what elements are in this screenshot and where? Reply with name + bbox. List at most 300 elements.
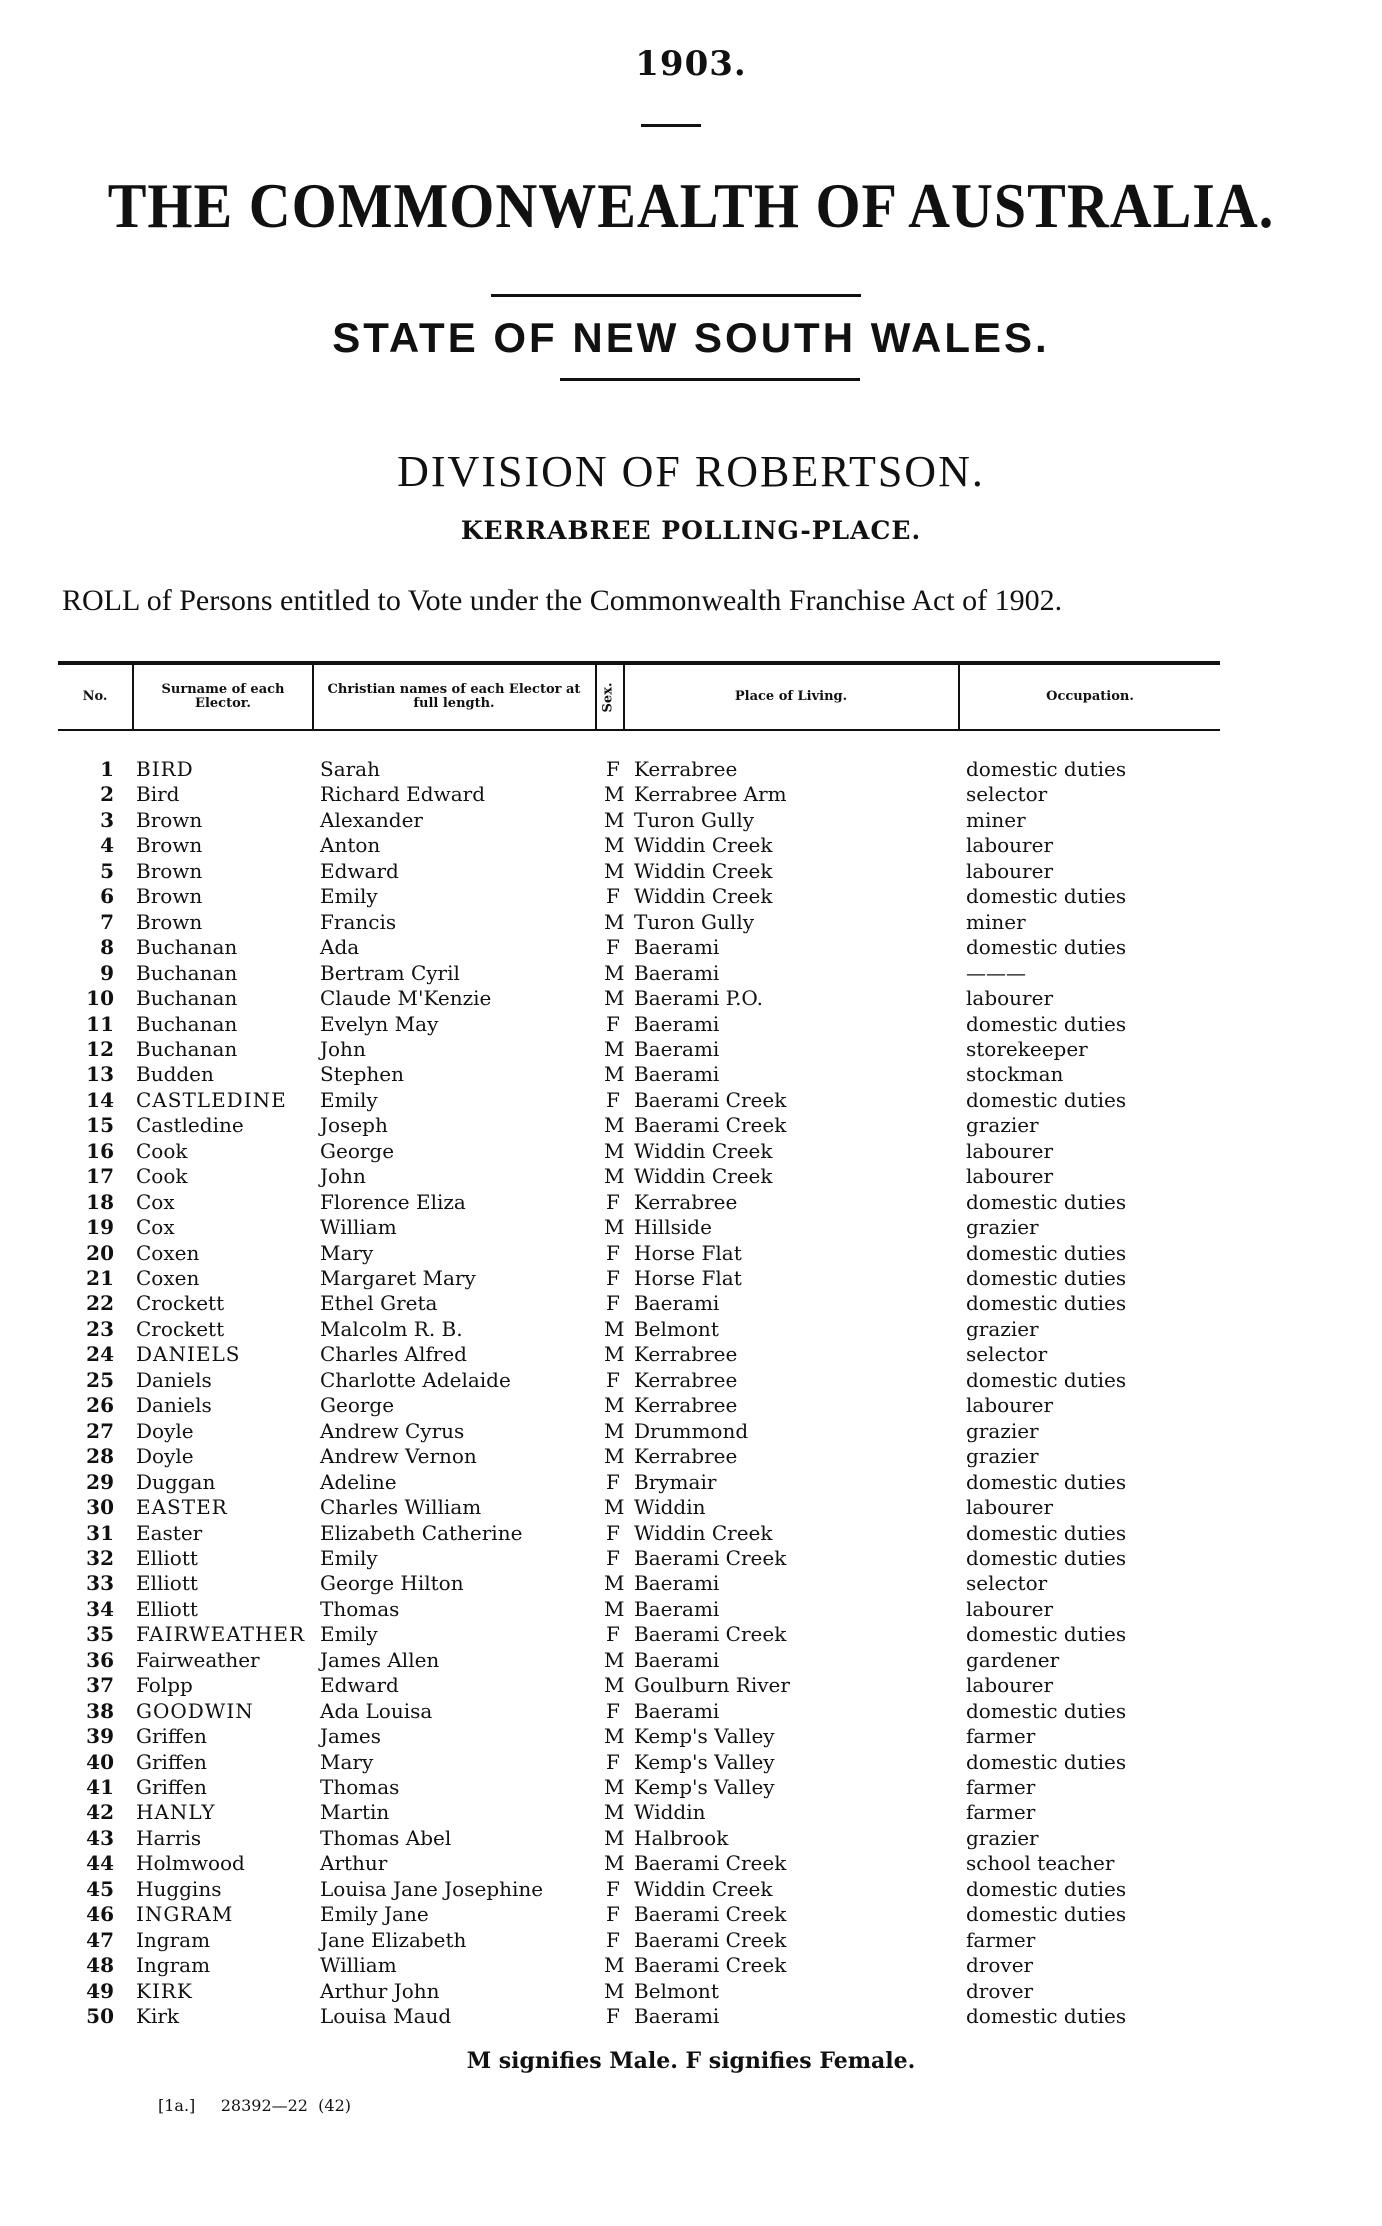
elector-surname: Holmwood <box>136 1851 245 1876</box>
table-row <box>0 1113 1382 1138</box>
table-row <box>0 1724 1382 1749</box>
elector-place-of-living: Widdin Creek <box>634 833 773 858</box>
elector-surname: GOODWIN <box>136 1698 254 1723</box>
elector-occupation: grazier <box>966 1316 1039 1341</box>
elector-occupation: domestic duties <box>966 1622 1127 1647</box>
elector-place-of-living: Widdin <box>634 1800 706 1825</box>
elector-surname: Elliott <box>136 1571 198 1596</box>
elector-surname: BIRD <box>136 757 194 781</box>
column-header-sex-label: Sex. <box>600 682 616 712</box>
elector-occupation: domestic duties <box>966 1698 1127 1723</box>
table-row <box>0 1190 1382 1215</box>
elector-place-of-living: Horse Flat <box>634 1266 742 1290</box>
elector-christian-names: Charlotte Adelaide <box>320 1367 511 1392</box>
elector-surname: Harris <box>136 1825 202 1850</box>
elector-christian-names: Thomas <box>320 1775 400 1799</box>
elector-sex: F <box>606 1266 620 1290</box>
table-row <box>0 1826 1382 1851</box>
elector-sex: M <box>604 1444 625 1469</box>
elector-place-of-living: Baerami Creek <box>634 1087 787 1112</box>
elector-occupation: ——— <box>966 960 1026 985</box>
elector-surname: Duggan <box>136 1469 216 1494</box>
elector-sex: M <box>604 1851 625 1876</box>
elector-occupation: labourer <box>966 1596 1054 1621</box>
elector-christian-names: Alexander <box>320 807 423 832</box>
elector-number: 34 <box>86 1596 114 1621</box>
elector-sex: F <box>606 1469 620 1494</box>
elector-place-of-living: Horse Flat <box>634 1240 742 1265</box>
elector-number: 10 <box>86 986 114 1011</box>
elector-surname: Kirk <box>136 2004 180 2029</box>
table-row <box>0 1012 1382 1037</box>
document-title: THE COMMONWEALTH OF AUSTRALIA. <box>107 169 1275 242</box>
elector-occupation: stockman <box>966 1062 1064 1087</box>
elector-number: 7 <box>100 909 114 934</box>
elector-sex: M <box>604 909 625 934</box>
elector-surname: Elliott <box>136 1545 198 1570</box>
elector-christian-names: Emily Jane <box>320 1902 429 1927</box>
elector-place-of-living: Widdin Creek <box>634 1876 773 1901</box>
elector-occupation: farmer <box>966 1927 1036 1952</box>
table-row <box>0 1928 1382 1953</box>
elector-surname: Coxen <box>136 1266 200 1290</box>
elector-surname: Elliott <box>136 1596 198 1621</box>
table-row <box>0 1800 1382 1825</box>
elector-place-of-living: Baerami <box>634 1698 720 1723</box>
table-row <box>0 1953 1382 1978</box>
elector-occupation: grazier <box>966 1418 1039 1443</box>
elector-surname: FAIRWEATHER <box>136 1622 306 1647</box>
table-row <box>0 1444 1382 1469</box>
table-row <box>0 1902 1382 1927</box>
elector-christian-names: John <box>320 1164 366 1189</box>
elector-occupation: labourer <box>966 1393 1054 1418</box>
elector-christian-names: Sarah <box>320 757 380 781</box>
table-row <box>0 1062 1382 1087</box>
table-row <box>0 1393 1382 1418</box>
elector-christian-names: Adeline <box>320 1469 397 1494</box>
elector-christian-names: Ada Louisa <box>320 1698 433 1723</box>
table-row <box>0 961 1382 986</box>
elector-place-of-living: Kemp's Valley <box>634 1749 775 1774</box>
table-row <box>0 859 1382 884</box>
elector-surname: Buchanan <box>136 935 238 960</box>
elector-christian-names: Martin <box>320 1800 390 1825</box>
elector-number: 15 <box>86 1113 114 1138</box>
table-row <box>0 1342 1382 1367</box>
elector-occupation: drover <box>966 1953 1034 1978</box>
polling-place-heading: KERRABREE POLLING-PLACE. <box>460 516 922 545</box>
elector-surname: Doyle <box>136 1418 194 1443</box>
elector-place-of-living: Baerami <box>634 1036 720 1061</box>
elector-occupation: school teacher <box>966 1851 1115 1876</box>
elector-occupation: labourer <box>966 1164 1054 1189</box>
elector-occupation: domestic duties <box>966 1240 1127 1265</box>
elector-sex: M <box>604 1775 625 1799</box>
elector-place-of-living: Drummond <box>634 1418 749 1443</box>
divider-rule <box>641 124 701 127</box>
elector-number: 40 <box>86 1749 114 1774</box>
elector-surname: Fairweather <box>136 1647 260 1672</box>
elector-occupation: domestic duties <box>966 1876 1127 1901</box>
table-row <box>0 1851 1382 1876</box>
elector-number: 35 <box>86 1622 114 1647</box>
elector-surname: INGRAM <box>136 1902 234 1927</box>
elector-number: 27 <box>86 1418 114 1443</box>
elector-surname: Buchanan <box>136 1011 238 1036</box>
column-header-sex <box>597 668 619 726</box>
table-row <box>0 1164 1382 1189</box>
elector-christian-names: Arthur John <box>320 1978 440 2003</box>
elector-sex: F <box>606 2004 620 2029</box>
column-divider <box>312 665 314 729</box>
elector-sex: M <box>604 1596 625 1621</box>
elector-number: 30 <box>86 1495 114 1520</box>
elector-occupation: domestic duties <box>966 1902 1127 1927</box>
elector-occupation: domestic duties <box>966 1266 1127 1290</box>
elector-number: 17 <box>86 1164 114 1189</box>
elector-christian-names: Malcolm R. B. <box>320 1316 463 1341</box>
elector-christian-names: Evelyn May <box>320 1011 439 1036</box>
table-row <box>0 1699 1382 1724</box>
elector-christian-names: William <box>320 1215 397 1240</box>
elector-place-of-living: Baerami Creek <box>634 1851 787 1876</box>
elector-sex: M <box>604 1393 625 1418</box>
elector-sex: M <box>604 1342 625 1367</box>
elector-christian-names: Richard Edward <box>320 782 485 807</box>
elector-surname: Buchanan <box>136 986 238 1011</box>
divider-rule <box>491 294 861 297</box>
elector-place-of-living: Baerami <box>634 1011 720 1036</box>
table-row <box>0 1317 1382 1342</box>
elector-place-of-living: Hillside <box>634 1215 712 1240</box>
elector-christian-names: James Allen <box>320 1647 440 1672</box>
table-top-rule <box>58 661 1220 665</box>
table-row <box>0 1241 1382 1266</box>
elector-number: 16 <box>86 1138 114 1163</box>
elector-sex: M <box>604 1825 625 1850</box>
elector-christian-names: Ada <box>320 935 360 960</box>
elector-sex: M <box>604 1138 625 1163</box>
elector-place-of-living: Widdin Creek <box>634 1138 773 1163</box>
table-row <box>0 986 1382 1011</box>
elector-number: 32 <box>86 1545 114 1570</box>
elector-place-of-living: Kerrabree <box>634 1342 738 1367</box>
elector-occupation: labourer <box>966 858 1054 883</box>
elector-number: 22 <box>86 1291 114 1316</box>
elector-number: 31 <box>86 1520 114 1545</box>
elector-surname: Brown <box>136 858 203 883</box>
elector-christian-names: Louisa Jane Josephine <box>320 1876 544 1901</box>
elector-sex: F <box>606 1011 620 1036</box>
elector-number: 5 <box>100 858 114 883</box>
elector-christian-names: Anton <box>320 833 381 858</box>
elector-place-of-living: Baerami <box>634 1571 720 1596</box>
elector-place-of-living: Baerami <box>634 1647 720 1672</box>
elector-occupation: domestic duties <box>966 1520 1127 1545</box>
table-row <box>0 1266 1382 1291</box>
elector-surname: Brown <box>136 884 203 909</box>
elector-place-of-living: Widdin Creek <box>634 1520 773 1545</box>
table-row <box>0 935 1382 960</box>
elector-number: 13 <box>86 1062 114 1087</box>
sex-legend-note: M signifies Male. F signifies Female. <box>466 2048 916 2074</box>
elector-surname: CASTLEDINE <box>136 1087 287 1112</box>
table-row <box>0 1037 1382 1062</box>
elector-sex: M <box>604 1418 625 1443</box>
elector-place-of-living: Baerami Creek <box>634 1953 787 1978</box>
elector-sex: M <box>604 1316 625 1341</box>
elector-place-of-living: Kerrabree <box>634 1367 738 1392</box>
elector-christian-names: Louisa Maud <box>320 2004 452 2029</box>
elector-surname: Brown <box>136 909 203 934</box>
elector-sex: F <box>606 1367 620 1392</box>
elector-number: 1 <box>100 757 114 781</box>
elector-christian-names: Emily <box>320 884 378 909</box>
elector-place-of-living: Baerami Creek <box>634 1113 787 1138</box>
elector-christian-names: James <box>320 1724 382 1749</box>
elector-sex: F <box>606 935 620 960</box>
elector-place-of-living: Kemp's Valley <box>634 1775 775 1799</box>
table-row <box>0 757 1382 782</box>
elector-occupation: selector <box>966 782 1048 807</box>
elector-place-of-living: Baerami <box>634 1596 720 1621</box>
divider-rule <box>560 378 860 381</box>
column-divider <box>958 665 960 729</box>
elector-sex: M <box>604 833 625 858</box>
elector-number: 36 <box>86 1647 114 1672</box>
table-row <box>0 884 1382 909</box>
elector-place-of-living: Kerrabree <box>634 1444 738 1469</box>
elector-surname: Doyle <box>136 1444 194 1469</box>
elector-number: 14 <box>86 1087 114 1112</box>
elector-christian-names: Joseph <box>320 1113 388 1138</box>
elector-surname: Cook <box>136 1138 188 1163</box>
table-row <box>0 1521 1382 1546</box>
elector-sex: M <box>604 1647 625 1672</box>
column-header-place: Place of Living. <box>734 689 848 704</box>
elector-sex: F <box>606 1698 620 1723</box>
elector-occupation: farmer <box>966 1800 1036 1825</box>
elector-christian-names: Edward <box>320 1673 399 1698</box>
elector-christian-names: Margaret Mary <box>320 1266 476 1290</box>
table-row <box>0 1673 1382 1698</box>
elector-number: 49 <box>86 1978 114 2003</box>
table-row <box>0 2004 1382 2029</box>
elector-christian-names: Emily <box>320 1622 378 1647</box>
elector-surname: Griffen <box>136 1749 207 1774</box>
elector-number: 2 <box>100 782 114 807</box>
table-row <box>0 1088 1382 1113</box>
elector-occupation: domestic duties <box>966 1469 1127 1494</box>
elector-surname: Cook <box>136 1164 188 1189</box>
table-row <box>0 1979 1382 2004</box>
elector-place-of-living: Baerami Creek <box>634 1927 787 1952</box>
elector-number: 8 <box>100 935 114 960</box>
elector-christian-names: Emily <box>320 1087 378 1112</box>
elector-sex: M <box>604 1036 625 1061</box>
elector-christian-names: Andrew Cyrus <box>320 1418 465 1443</box>
elector-number: 23 <box>86 1316 114 1341</box>
table-row <box>0 1139 1382 1164</box>
elector-sex: M <box>604 1113 625 1138</box>
elector-number: 9 <box>100 960 114 985</box>
elector-sex: F <box>606 1902 620 1927</box>
elector-sex: F <box>606 1876 620 1901</box>
elector-occupation: domestic duties <box>966 1189 1127 1214</box>
elector-place-of-living: Widdin Creek <box>634 884 773 909</box>
elector-place-of-living: Baerami Creek <box>634 1545 787 1570</box>
table-row <box>0 1571 1382 1596</box>
elector-sex: F <box>606 1927 620 1952</box>
elector-surname: Brown <box>136 833 203 858</box>
elector-occupation: drover <box>966 1978 1034 2003</box>
elector-number: 6 <box>100 884 114 909</box>
elector-occupation: domestic duties <box>966 1291 1127 1316</box>
roll-title: ROLL of Persons entitled to Vote under the Commonwealth Franchise Act of 1902. <box>62 584 1063 617</box>
elector-sex: F <box>606 1240 620 1265</box>
table-row <box>0 1546 1382 1571</box>
elector-occupation: grazier <box>966 1113 1039 1138</box>
elector-sex: F <box>606 1545 620 1570</box>
elector-number: 29 <box>86 1469 114 1494</box>
elector-christian-names: Arthur <box>320 1851 388 1876</box>
elector-sex: M <box>604 1495 625 1520</box>
elector-christian-names: Elizabeth Catherine <box>320 1520 523 1545</box>
elector-surname: Easter <box>136 1520 203 1545</box>
elector-occupation: domestic duties <box>966 884 1127 909</box>
elector-place-of-living: Widdin <box>634 1495 706 1520</box>
elector-surname: Buchanan <box>136 960 238 985</box>
elector-surname: DANIELS <box>136 1342 241 1367</box>
elector-place-of-living: Kemp's Valley <box>634 1724 775 1749</box>
elector-number: 20 <box>86 1240 114 1265</box>
elector-surname: Cox <box>136 1189 175 1214</box>
elector-occupation: farmer <box>966 1724 1036 1749</box>
elector-sex: M <box>604 1164 625 1189</box>
elector-occupation: domestic duties <box>966 757 1127 781</box>
elector-number: 28 <box>86 1444 114 1469</box>
elector-surname: Bird <box>136 782 180 807</box>
elector-occupation: grazier <box>966 1444 1039 1469</box>
elector-number: 4 <box>100 833 114 858</box>
elector-christian-names: George <box>320 1393 395 1418</box>
elector-surname: Folpp <box>136 1673 193 1698</box>
elector-christian-names: William <box>320 1953 397 1978</box>
table-row <box>0 1597 1382 1622</box>
column-divider <box>132 665 134 729</box>
column-header-christian-names: Christian names of each Elector at full length. <box>327 682 581 711</box>
elector-number: 33 <box>86 1571 114 1596</box>
elector-number: 11 <box>86 1011 114 1036</box>
elector-surname: Ingram <box>136 1953 211 1978</box>
elector-occupation: grazier <box>966 1215 1039 1240</box>
table-row <box>0 1419 1382 1444</box>
table-row <box>0 1648 1382 1673</box>
elector-place-of-living: Baerami <box>634 1291 720 1316</box>
elector-occupation: labourer <box>966 1673 1054 1698</box>
elector-sex: F <box>606 1520 620 1545</box>
column-header-surname: Surname of each Elector. <box>161 682 285 711</box>
elector-occupation: selector <box>966 1571 1048 1596</box>
elector-sex: M <box>604 960 625 985</box>
table-row <box>0 808 1382 833</box>
elector-sex: F <box>606 1189 620 1214</box>
elector-place-of-living: Baerami <box>634 1062 720 1087</box>
elector-christian-names: John <box>320 1036 366 1061</box>
elector-surname: Crockett <box>136 1316 225 1341</box>
elector-occupation: miner <box>966 807 1026 832</box>
elector-occupation: domestic duties <box>966 1087 1127 1112</box>
elector-sex: F <box>606 884 620 909</box>
elector-place-of-living: Kerrabree <box>634 1189 738 1214</box>
elector-occupation: domestic duties <box>966 935 1127 960</box>
elector-number: 37 <box>86 1673 114 1698</box>
elector-sex: M <box>604 1571 625 1596</box>
table-row <box>0 1775 1382 1800</box>
elector-surname: Coxen <box>136 1240 200 1265</box>
elector-christian-names: Jane Elizabeth <box>320 1927 467 1952</box>
elector-christian-names: Emily <box>320 1545 378 1570</box>
elector-sex: M <box>604 1215 625 1240</box>
elector-occupation: selector <box>966 1342 1048 1367</box>
elector-surname: Budden <box>136 1062 214 1087</box>
elector-number: 48 <box>86 1953 114 1978</box>
elector-occupation: labourer <box>966 1495 1054 1520</box>
table-row <box>0 1215 1382 1240</box>
table-row <box>0 1368 1382 1393</box>
elector-number: 39 <box>86 1724 114 1749</box>
elector-number: 45 <box>86 1876 114 1901</box>
elector-occupation: domestic duties <box>966 1367 1127 1392</box>
elector-number: 46 <box>86 1902 114 1927</box>
elector-sex: M <box>604 1800 625 1825</box>
elector-occupation: labourer <box>966 1138 1054 1163</box>
elector-surname: Cox <box>136 1215 175 1240</box>
table-header-rule <box>58 729 1220 731</box>
elector-christian-names: Thomas <box>320 1596 400 1621</box>
elector-place-of-living: Belmont <box>634 1978 719 2003</box>
elector-number: 44 <box>86 1851 114 1876</box>
elector-occupation: labourer <box>966 833 1054 858</box>
elector-occupation: domestic duties <box>966 1749 1127 1774</box>
table-row <box>0 1750 1382 1775</box>
elector-sex: M <box>604 858 625 883</box>
elector-place-of-living: Baerami Creek <box>634 1622 787 1647</box>
elector-christian-names: George Hilton <box>320 1571 464 1596</box>
column-header-no: No. <box>82 689 108 704</box>
elector-christian-names: Charles Alfred <box>320 1342 467 1367</box>
elector-christian-names: Stephen <box>320 1062 404 1087</box>
elector-christian-names: Florence Eliza <box>320 1189 466 1214</box>
elector-surname: Buchanan <box>136 1036 238 1061</box>
elector-sex: M <box>604 1953 625 1978</box>
print-reference: [1a.] 28392—22 (42) <box>158 2096 351 2115</box>
elector-sex: M <box>604 807 625 832</box>
elector-sex: M <box>604 1062 625 1087</box>
elector-surname: HANLY <box>136 1800 216 1825</box>
elector-number: 26 <box>86 1393 114 1418</box>
elector-sex: M <box>604 1673 625 1698</box>
elector-place-of-living: Halbrook <box>634 1825 729 1850</box>
elector-surname: Huggins <box>136 1876 222 1901</box>
elector-place-of-living: Baerami <box>634 935 720 960</box>
elector-surname: Castledine <box>136 1113 244 1138</box>
elector-number: 41 <box>86 1775 114 1799</box>
elector-place-of-living: Baerami <box>634 2004 720 2029</box>
column-header-occupation: Occupation. <box>1046 689 1134 704</box>
elector-number: 25 <box>86 1367 114 1392</box>
